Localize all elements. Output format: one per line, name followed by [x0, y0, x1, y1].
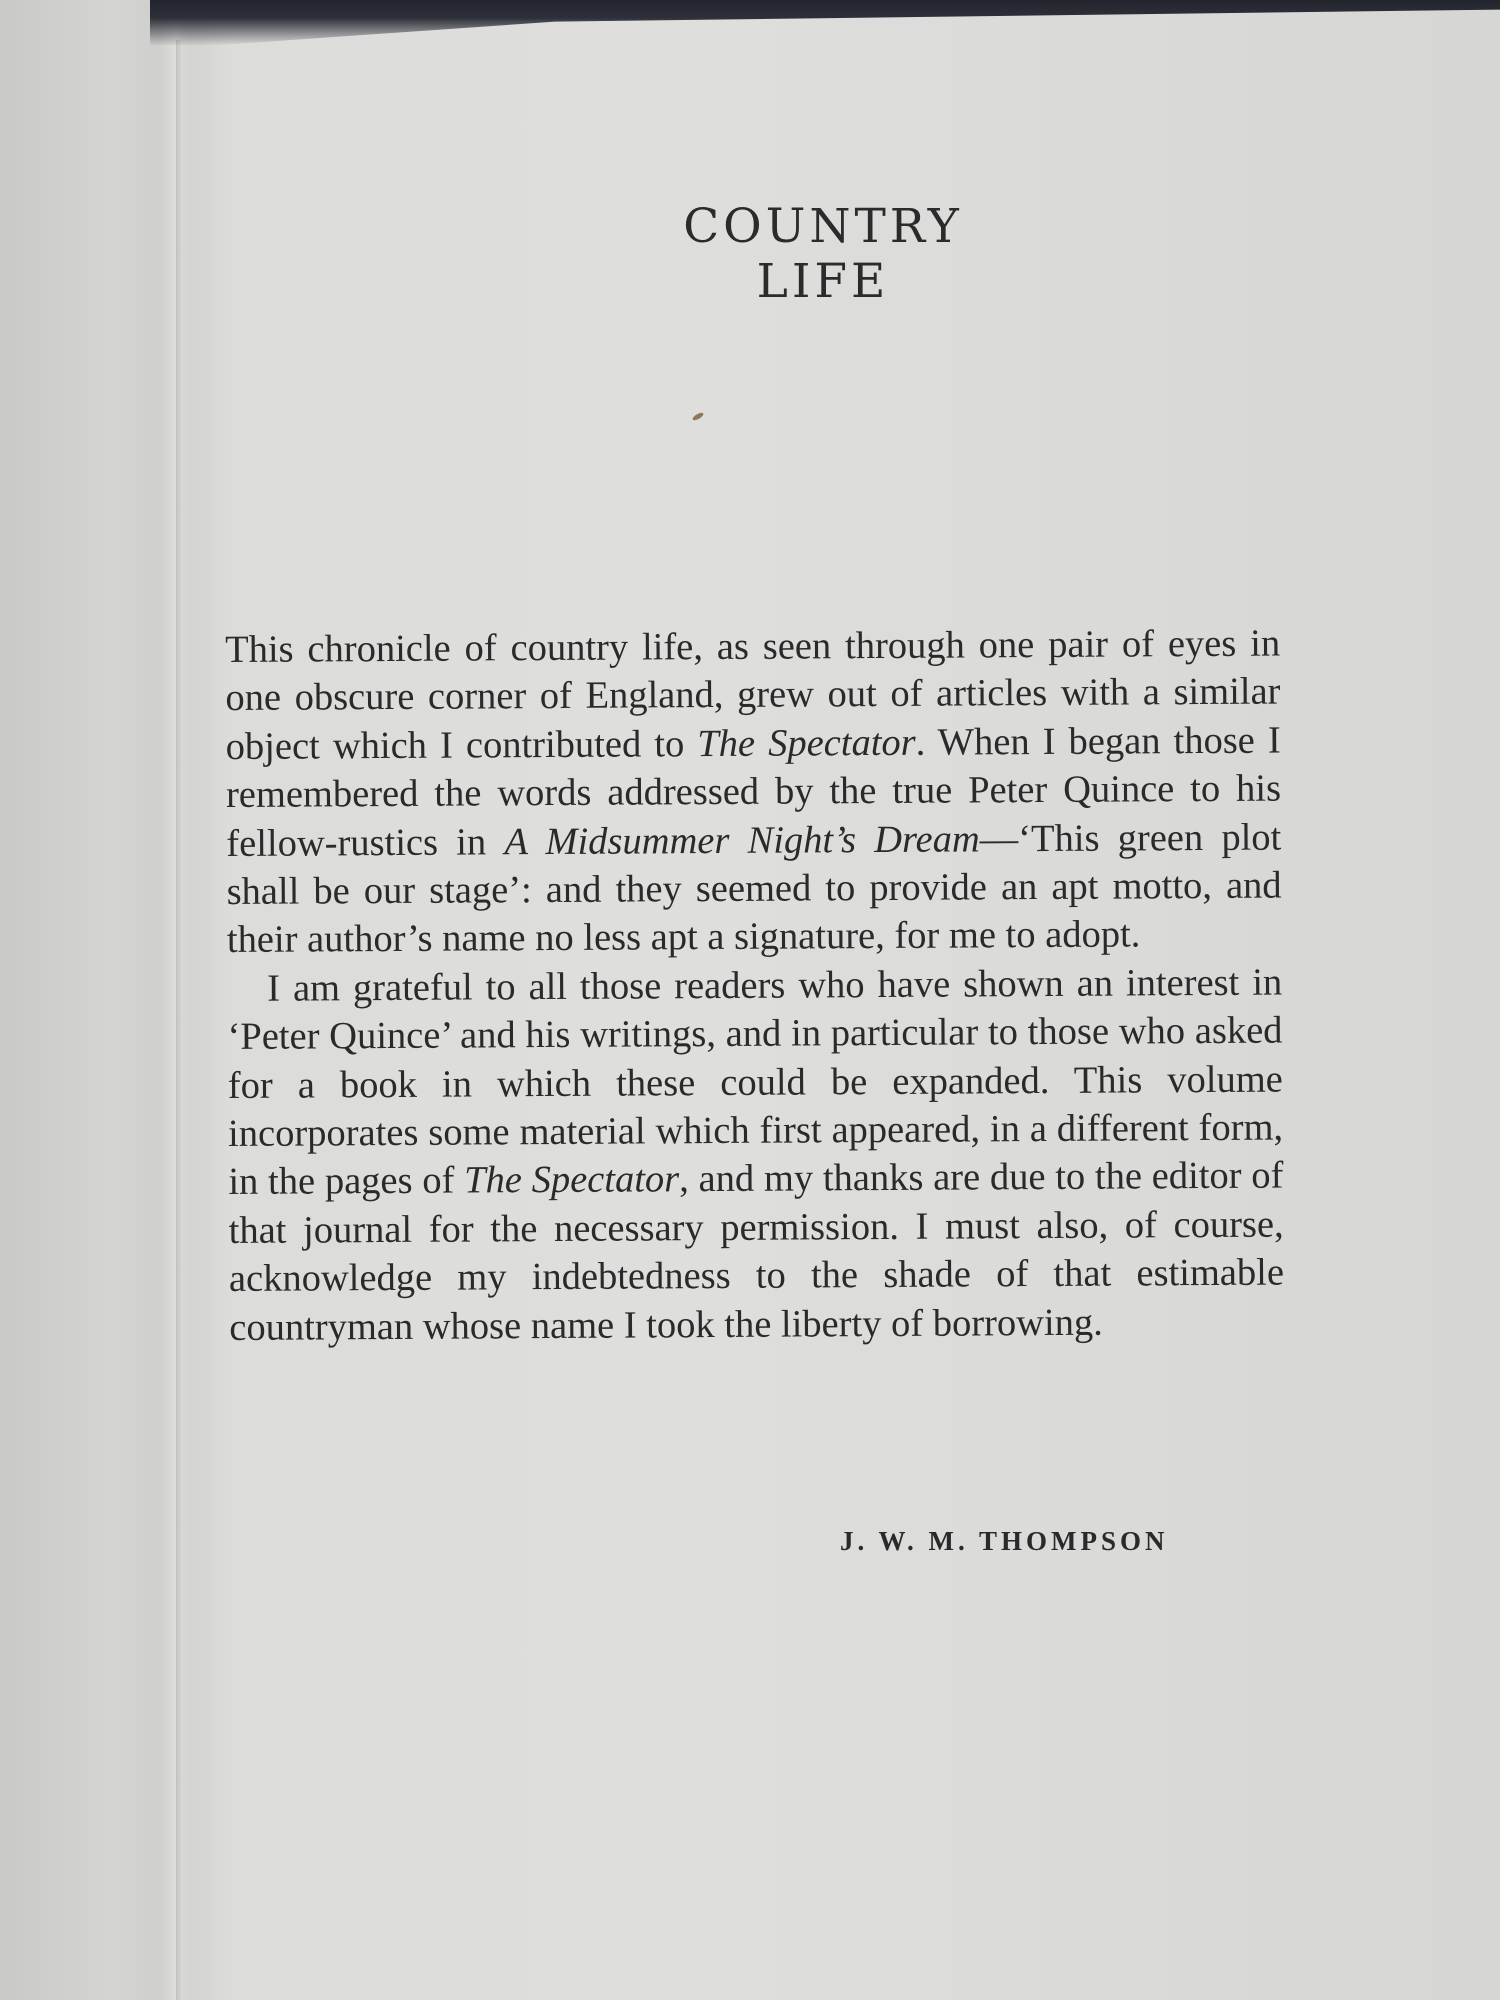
paragraph-1-part-1: This chronicle of country life, as seen through one pair of eyes in one obscure corner of England, grew out of articles with a similar object which I contributed to	[225, 622, 1281, 768]
page-title-line-1: COUNTRY	[683, 199, 963, 254]
paragraph-1-part-3: —‘This green plot shall be our stage’: and they seemed to provide an apt motto, and their author’s name no less apt a signature, for me to adopt.	[226, 816, 1282, 962]
paper-speck	[692, 411, 705, 421]
paragraph-2-italic-1: The Spectator	[464, 1158, 680, 1203]
paragraph-2-part-1: I am grateful to all those readers who have shown an interest in ‘Peter Quince’ and his writings, and in particular to those who asked for a book in which these could be expanded. This volume incorporates some material which first appeared, in a different form, in the pages of	[227, 961, 1284, 1204]
paragraph-1-part-2: . When I began those I remembered the words addressed by the true Peter Quince to his fellow-rustics in	[225, 719, 1282, 865]
book-page	[150, 0, 1500, 2000]
paragraph-1-italic-2: A Midsummer Night’s Dream	[504, 818, 980, 863]
paragraph-2	[227, 958, 1284, 1352]
paragraph-1-italic-1: The Spectator	[697, 721, 916, 765]
paragraph-2-part-2: , and my thanks are due to the editor of that journal for the necessary permission. I must also, of course, acknowledge my indebtedness to the shade of that estimable countryman whose name I took the liberty of borrowing.	[228, 1155, 1285, 1349]
paragraph-1	[225, 620, 1282, 965]
preface-text	[225, 620, 1284, 1353]
author-signature: J. W. M. THOMPSON	[840, 1526, 1169, 1556]
page-title-line-2: LIFE	[756, 254, 890, 309]
